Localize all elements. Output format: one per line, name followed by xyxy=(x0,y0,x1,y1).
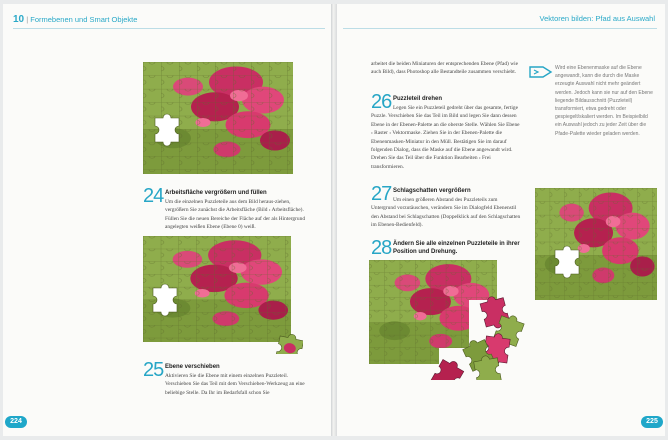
tip-text: Wird eine Ebenenmaske auf die Ebene angewandt, kann die durch die Maske erzeugte Auswahl nicht mehr geändert werden. Jedoch kann sie nur auf den Ebene liegende Bildausschnitt (Puzzleteil) transformiert, etwa gedreht oder gespiegelt/skaliert werden. Im Beispielbild ein Auswahl jedoch zu jeder Zeit über die Pfade-Palette wieder geladen werden. xyxy=(555,65,653,137)
step-body: Legen Sie ein Puzzleteil gedreht über das gesamte, fertige Puzzle. Verschieben Sie das Teil im Bild und legen Sie dann dessen Ebene in der Ebenen-Palette an die oberste Stelle. Wählen Sie Ebene › Raster › Vektormaske. Ziehen Sie in der Ebenen-Palette die Ebenenmasken-Miniatur in den Müll. Bestätigen Sie im darauf folgenden Dialog, dass die Maske auf die Ebene angewandt wird. Drehen Sie das Teil über die Funktion Bearbeiten › Frei transformieren. xyxy=(371,105,520,170)
puzzle-image-step-28 xyxy=(369,260,529,380)
page-number-left: 224 xyxy=(5,416,27,428)
tip-box xyxy=(529,64,657,158)
step-heading: Ändern Sie alle einzelnen Puzzleteile in ihrer Position und Drehung. xyxy=(393,241,520,255)
chapter-number: 10 xyxy=(13,14,25,25)
step-heading: Ebene verschieben xyxy=(165,364,220,370)
step-number: 24 xyxy=(143,185,164,207)
step-heading: Puzzleteil drehen xyxy=(393,96,443,102)
step-number: 28 xyxy=(371,237,392,259)
step-heading: Arbeitsfläche vergrößern und füllen xyxy=(165,190,267,196)
puzzle-image-step-24 xyxy=(143,62,303,182)
step-body: Um die einzelnen Puzzleteile aus dem Bild heraus-ziehen, vergrößern Sie zunächst die Arbeitsfläche (Bild › Arbeitsfläche). Füllen Sie die neuen Bereiche der Fläche auf der als Hintergrund angelegten weißen Ebene (Ebene 0) weiß. xyxy=(165,199,306,231)
running-header-left xyxy=(13,14,137,25)
puzzle-image-step-25 xyxy=(143,236,303,354)
step-body: Um einen größeren Abstand des Puzzleteils zum Untergrund vorzutäuschen, verändern Sie im Dialogfeld Ebenenstil den Abstand bei Schlagschatten (Doppelklick auf den Schlagschatten im Ebenen-Bedienfeld). xyxy=(371,197,521,229)
intro-text: arbeitet die beiden Miniaturen der entsprechenden Ebene (Pfad) wie auch Bild), dass Photoshop alle Bestandteile zusammen verschiebt. xyxy=(371,61,518,76)
header-rule xyxy=(13,28,325,29)
step-number: 26 xyxy=(371,91,392,113)
step-number: 25 xyxy=(143,359,164,381)
step-26 xyxy=(371,92,521,182)
step-heading: Schlagschatten vergrößern xyxy=(393,188,471,194)
section-title: Vektoren bilden: Pfad aus Auswahl xyxy=(539,14,655,23)
header-rule xyxy=(343,28,657,29)
step-25 xyxy=(143,360,311,410)
header-separator: | xyxy=(26,15,29,24)
running-header-right xyxy=(540,14,656,23)
arrow-tip-icon xyxy=(529,66,553,78)
step-28 xyxy=(371,238,521,260)
right-page xyxy=(337,4,665,436)
step-body: Aktivieren Sie die Ebene mit einem einzelnen Puzzleteil. Verschieben Sie das Teil mit dem Verschieben-Werkzeug an eine beliebige Stelle. Da Ihr im Bedarfsfall schon Sie xyxy=(165,373,305,396)
puzzle-image-sidebar xyxy=(535,188,657,300)
chapter-title: Formebenen und Smart Objekte xyxy=(30,15,138,24)
step-number: 27 xyxy=(371,183,392,205)
left-page xyxy=(3,4,331,436)
page-number-right: 225 xyxy=(641,416,663,428)
step-27 xyxy=(371,184,521,234)
